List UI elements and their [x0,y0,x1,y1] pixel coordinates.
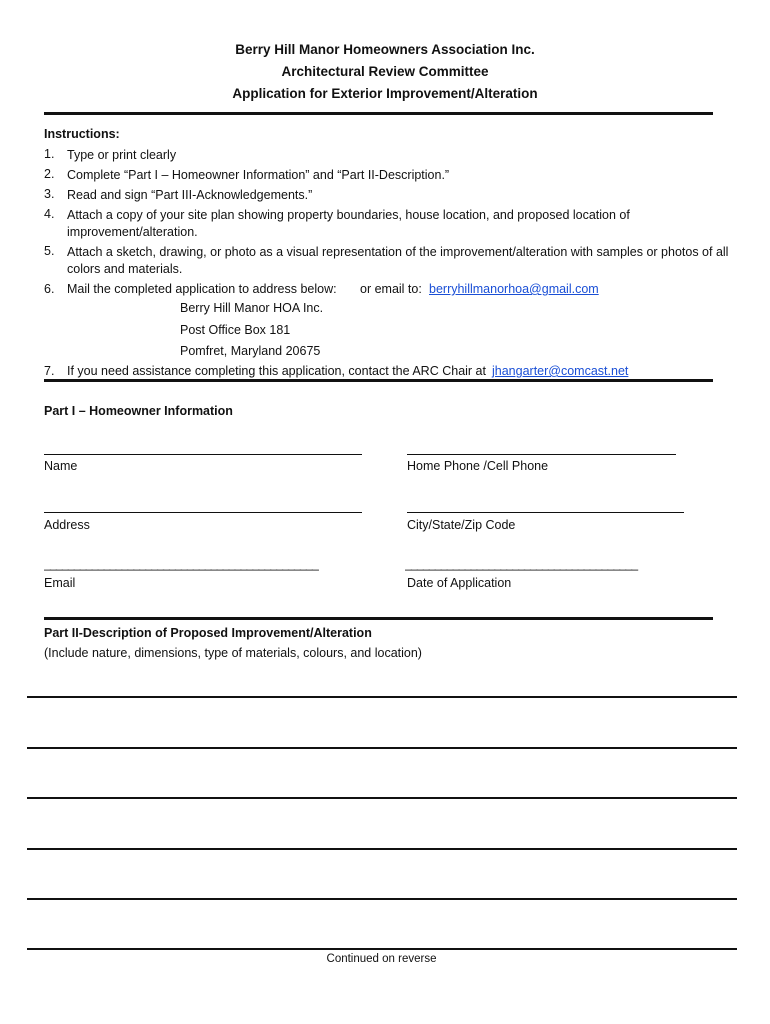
mail-instruction: Mail the completed application to address below: [67,282,337,296]
date-label: Date of Application [407,576,512,590]
description-line[interactable] [27,696,737,698]
description-line[interactable] [27,797,737,799]
instruction-number: 7. [44,364,55,378]
part2-heading: Part II-Description of Proposed Improvement/Alteration [44,626,372,640]
date-input-line[interactable]: _______________________________________ [405,557,638,571]
instruction-number: 1. [44,147,55,161]
instruction-item: Type or print clearly [67,148,177,162]
instruction-number: 5. [44,244,55,258]
instruction-item: Attach a sketch, drawing, or photo as a visual representation of the improvement/alteration with samples or photos of all colors and materials. [67,245,729,276]
address-label: Address [44,518,90,532]
address-line-2: Post Office Box 181 [180,323,291,337]
address-input-line[interactable] [44,512,362,513]
description-line[interactable] [27,898,737,900]
name-label: Name [44,459,78,473]
instructions-heading: Instructions: [44,127,120,141]
description-line[interactable] [27,948,737,950]
city-label: City/State/Zip Code [407,518,516,532]
instruction-item: Read and sign “Part III-Acknowledgements.” [67,188,313,202]
instructions-divider [44,379,713,382]
name-input-line[interactable] [44,454,362,455]
part1-divider [44,617,713,620]
email-input-line[interactable]: ______________________________________________ [44,557,318,571]
instruction-number: 4. [44,207,55,221]
description-line[interactable] [27,848,737,850]
city-input-line[interactable] [407,512,684,513]
email-label: Email [44,576,76,590]
phone-label: Home Phone /Cell Phone [407,459,549,473]
hoa-email-link[interactable]: berryhillmanorhoa@gmail.com [429,282,599,296]
part1-heading: Part I – Homeowner Information [44,404,233,418]
description-line[interactable] [27,747,737,749]
header-divider [44,112,713,115]
association-title: Berry Hill Manor Homeowners Association Inc. [235,42,535,57]
instruction-item: Attach a copy of your site plan showing property boundaries, house location, and proposed location of improvement/alteration. [67,208,630,239]
phone-input-line[interactable] [407,454,676,455]
address-line-1: Berry Hill Manor HOA Inc. [180,301,324,315]
assistance-instruction: If you need assistance completing this application, contact the ARC Chair at [67,364,486,378]
committee-title: Architectural Review Committee [281,64,489,79]
arc-chair-email-link[interactable]: jhangarter@comcast.net [492,364,629,378]
instruction-item: Complete “Part I – Homeowner Information” and “Part II-Description.” [67,168,450,182]
instruction-number: 6. [44,282,55,296]
instruction-number: 2. [44,167,55,181]
continued-note: Continued on reverse [326,953,437,965]
email-prefix: or email to: [360,282,422,296]
instruction-number: 3. [44,187,55,201]
form-title: Application for Exterior Improvement/Alteration [232,86,538,101]
address-line-3: Pomfret, Maryland 20675 [180,344,321,358]
part2-subheading: (Include nature, dimensions, type of materials, colours, and location) [44,646,422,660]
